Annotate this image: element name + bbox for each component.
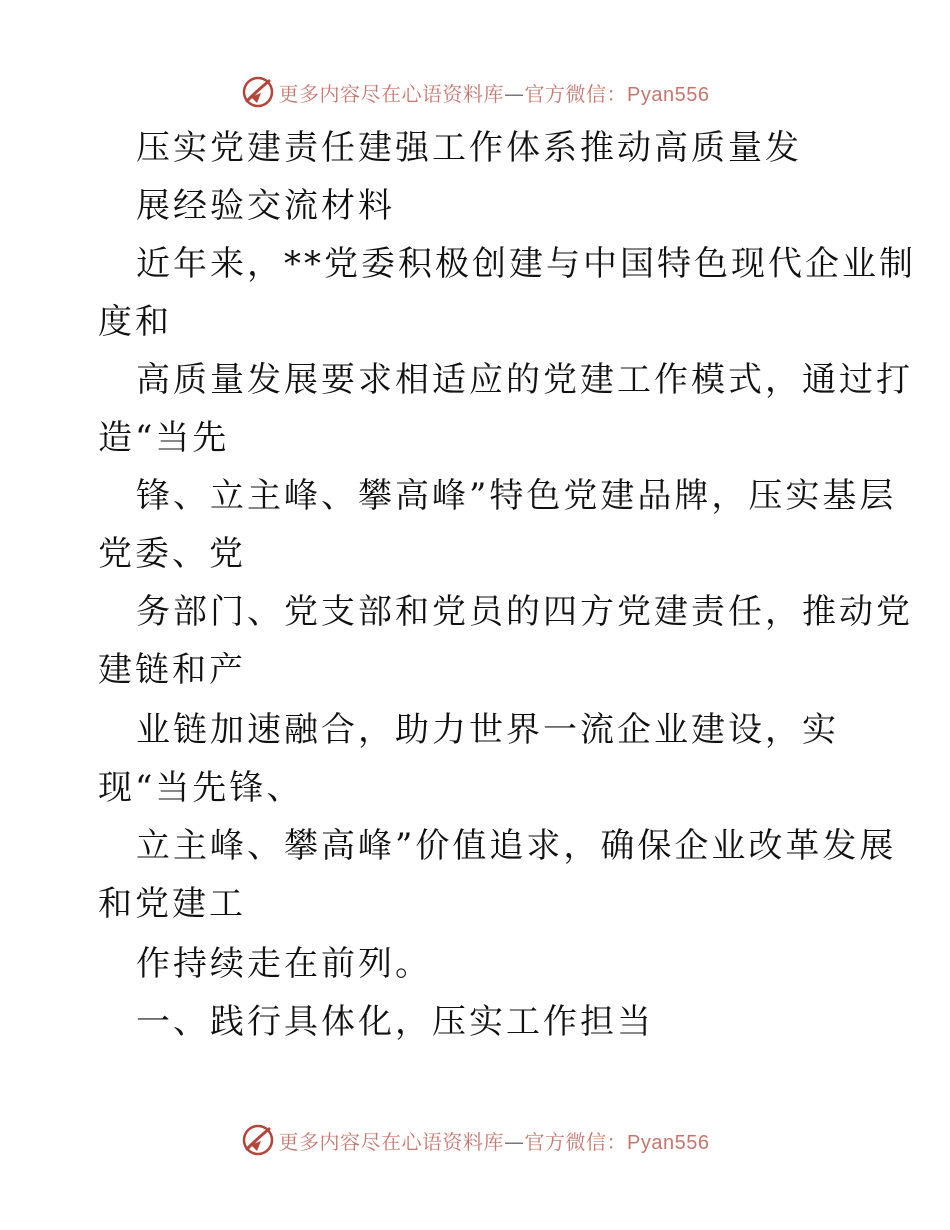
section-heading: 一、践行具体化，压实工作担当 (136, 1002, 654, 1042)
paragraph-line: 近年来，**党委积极创建与中国特色现代企业制 (136, 244, 916, 284)
paragraph-line: 党委、党 (98, 534, 246, 574)
paragraph-line: 高质量发展要求相适应的党建工作模式，通过打 (136, 360, 913, 400)
paragraph-line: 度和 (98, 302, 172, 342)
pen-logo-icon (241, 1123, 275, 1157)
paragraph-line: 立主峰、攀高峰”价值追求，确保企业改革发展 (136, 826, 897, 866)
paragraph-line: 作持续走在前列。 (136, 944, 432, 984)
doc-title-line-2: 展经验交流材料 (136, 186, 395, 226)
paragraph-line: 造“当先 (98, 418, 230, 458)
paragraph-line: 务部门、党支部和党员的四方党建责任，推动党 (136, 592, 913, 632)
paragraph-line: 现“当先锋、 (98, 768, 304, 808)
watermark-text: 更多内容尽在心语资料库—官方微信：Pyan556 (278, 1129, 710, 1154)
doc-title-line-1: 压实党建责任建强工作体系推动高质量发 (136, 128, 802, 168)
paragraph-line: 业链加速融合，助力世界一流企业建设，实 (136, 710, 839, 750)
paragraph-line: 锋、立主峰、攀高峰”特色党建品牌，压实基层 (136, 476, 897, 516)
watermark-text: 更多内容尽在心语资料库—官方微信：Pyan556 (278, 81, 710, 106)
paragraph-line: 和党建工 (98, 884, 246, 924)
footer-watermark-banner (0, 1120, 950, 1160)
pen-logo-icon (241, 75, 275, 109)
header-watermark-banner (0, 72, 950, 112)
paragraph-line: 建链和产 (98, 650, 246, 690)
